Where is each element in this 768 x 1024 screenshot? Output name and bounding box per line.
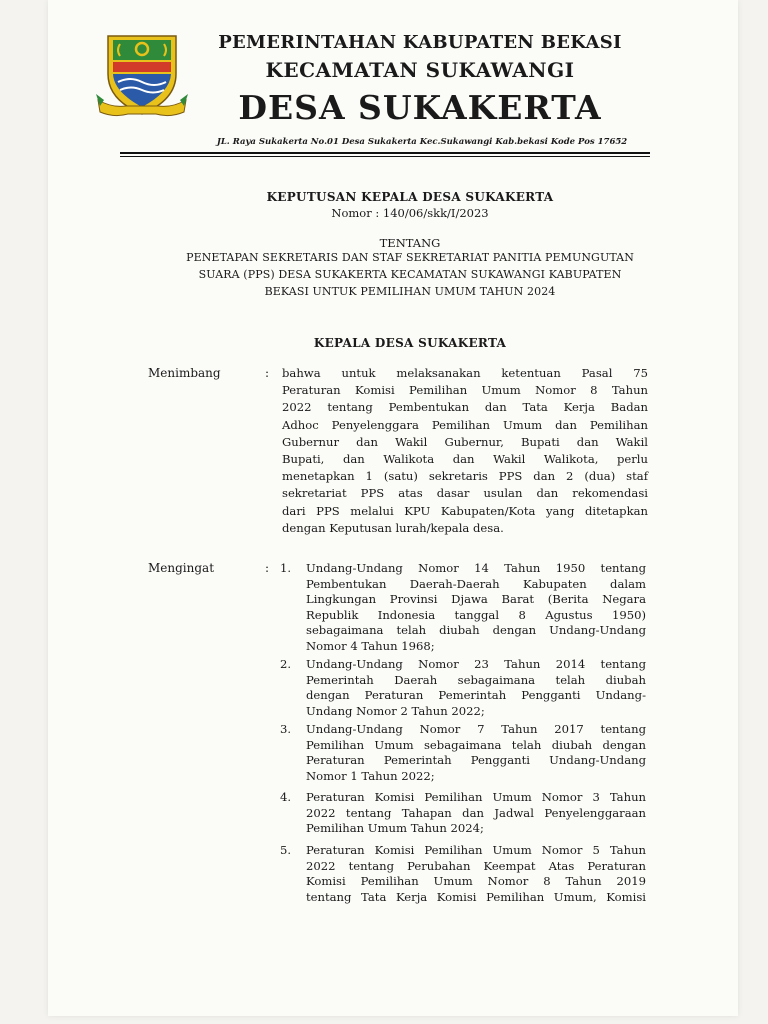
mengingat-item-line: Pembentukan Daerah-Daerah Kabupaten dalam: [306, 576, 646, 591]
mengingat-item-number: 4.: [280, 790, 292, 804]
mengingat-item-line: Lingkungan Provinsi Djawa Barat (Berita Negara: [306, 592, 646, 607]
mengingat-item-line: Undang-Undang Nomor 7 Tahun 2017 tentang: [306, 722, 646, 736]
decree-heading: KEPUTUSAN KEPALA DESA SUKAKERTA: [266, 190, 554, 204]
mengingat-item-line: Republik Indonesia tanggal 8 Agustus 1950): [306, 607, 646, 622]
menimbang-line: Gubernur dan Wakil Gubernur, Bupati dan Wakil: [282, 434, 648, 449]
bekasi-regency-emblem-icon: [96, 30, 200, 122]
decree-official-title: KEPALA DESA SUKAKERTA: [313, 336, 507, 350]
decree-subject-line: PENETAPAN SEKRETARIS DAN STAF SEKRETARIAT PANITIA PEMUNGUTAN: [186, 251, 634, 264]
mengingat-item-line: Nomor 4 Tahun 1968;: [306, 639, 435, 653]
menimbang-line: bahwa untuk melaksanakan ketentuan Pasal 75: [282, 366, 648, 380]
mengingat-label: Mengingat: [148, 561, 215, 575]
mengingat-item-line: Nomor 1 Tahun 2022;: [306, 768, 435, 783]
header-rule-thin: [120, 156, 650, 157]
mengingat-item-line: 2022 tentang Perubahan Keempat Atas Peraturan: [306, 858, 646, 873]
menimbang-label: Menimbang: [148, 366, 221, 380]
mengingat-item-number: 2.: [280, 657, 292, 671]
mengingat-item-line: Pemilihan Umum Tahun 2024;: [306, 821, 484, 836]
mengingat-item-line: dengan Peraturan Pemerintah Pengganti Undang-: [306, 688, 646, 703]
header-district: KECAMATAN SUKAWANGI: [265, 58, 575, 82]
mengingat-item-line: Undang-Undang Nomor 14 Tahun 1950 tentang: [306, 561, 646, 575]
menimbang-line: Peraturan Komisi Pemilihan Umum Nomor 8 Tahun: [282, 383, 648, 398]
header-government: PEMERINTAHAN KABUPATEN BEKASI: [218, 32, 622, 53]
mengingat-item-line: Pemilihan Umum sebagaimana telah diubah dengan: [306, 737, 646, 752]
mengingat-item-line: Pemerintah Daerah sebagaimana telah diubah: [306, 672, 646, 687]
mengingat-item-line: Peraturan Komisi Pemilihan Umum Nomor 5 Tahun: [306, 843, 646, 857]
menimbang-line: sekretariat PPS atas dasar usulan dan rekomendasi: [282, 486, 648, 501]
mengingat-item-line: Komisi Pemilihan Umum Nomor 8 Tahun 2019: [306, 874, 646, 889]
decree-number: Nomor : 140/06/skk/I/2023: [331, 206, 489, 220]
mengingat-item-line: Peraturan Komisi Pemilihan Umum Nomor 3 Tahun: [306, 790, 646, 804]
mengingat-colon: :: [265, 561, 270, 575]
mengingat-item-line: tentang Tata Kerja Komisi Pemilihan Umum, Komisi: [306, 889, 646, 904]
menimbang-line: dari PPS melalui KPU Kabupaten/Kota yang ditetapkan: [282, 503, 648, 518]
mengingat-item-line: sebagaimana telah diubah dengan Undang-Undang: [306, 623, 646, 638]
decree-tentang: TENTANG: [379, 236, 441, 250]
menimbang-colon: :: [265, 366, 270, 380]
mengingat-item-number: 1.: [280, 561, 292, 575]
decree-subject-line: BEKASI UNTUK PEMILIHAN UMUM TAHUN 2024: [264, 285, 556, 298]
header-address: JL. Raya Sukakerta No.01 Desa Sukakerta Kec.Sukawangi Kab.bekasi Kode Pos 17652: [216, 137, 628, 147]
mengingat-item-line: Peraturan Pemerintah Pengganti Undang-Undang: [306, 753, 646, 768]
header-rule-thick: [120, 152, 650, 154]
menimbang-line: 2022 tentang Pembentukan dan Tata Kerja Badan: [282, 400, 648, 415]
menimbang-line: Adhoc Penyelenggara Pemilihan Umum dan Pemilihan: [282, 417, 648, 432]
mengingat-item-line: Undang-Undang Nomor 23 Tahun 2014 tentang: [306, 657, 646, 671]
mengingat-item-number: 3.: [280, 722, 292, 736]
mengingat-item-line: 2022 tentang Tahapan dan Jadwal Penyelenggaraan: [306, 805, 646, 820]
decree-subject-line: SUARA (PPS) DESA SUKAKERTA KECAMATAN SUKAWANGI KABUPATEN: [198, 268, 622, 281]
mengingat-item-line: Undang Nomor 2 Tahun 2022;: [306, 703, 485, 718]
menimbang-line: dengan Keputusan lurah/kepala desa.: [282, 520, 504, 535]
header-village: DESA SUKAKERTA: [238, 88, 602, 127]
menimbang-line: menetapkan 1 (satu) sekretaris PPS dan 2 (dua) staf: [282, 469, 648, 484]
mengingat-item-number: 5.: [280, 843, 292, 857]
menimbang-line: Bupati, dan Walikota dan Wakil Walikota, perlu: [282, 452, 648, 466]
